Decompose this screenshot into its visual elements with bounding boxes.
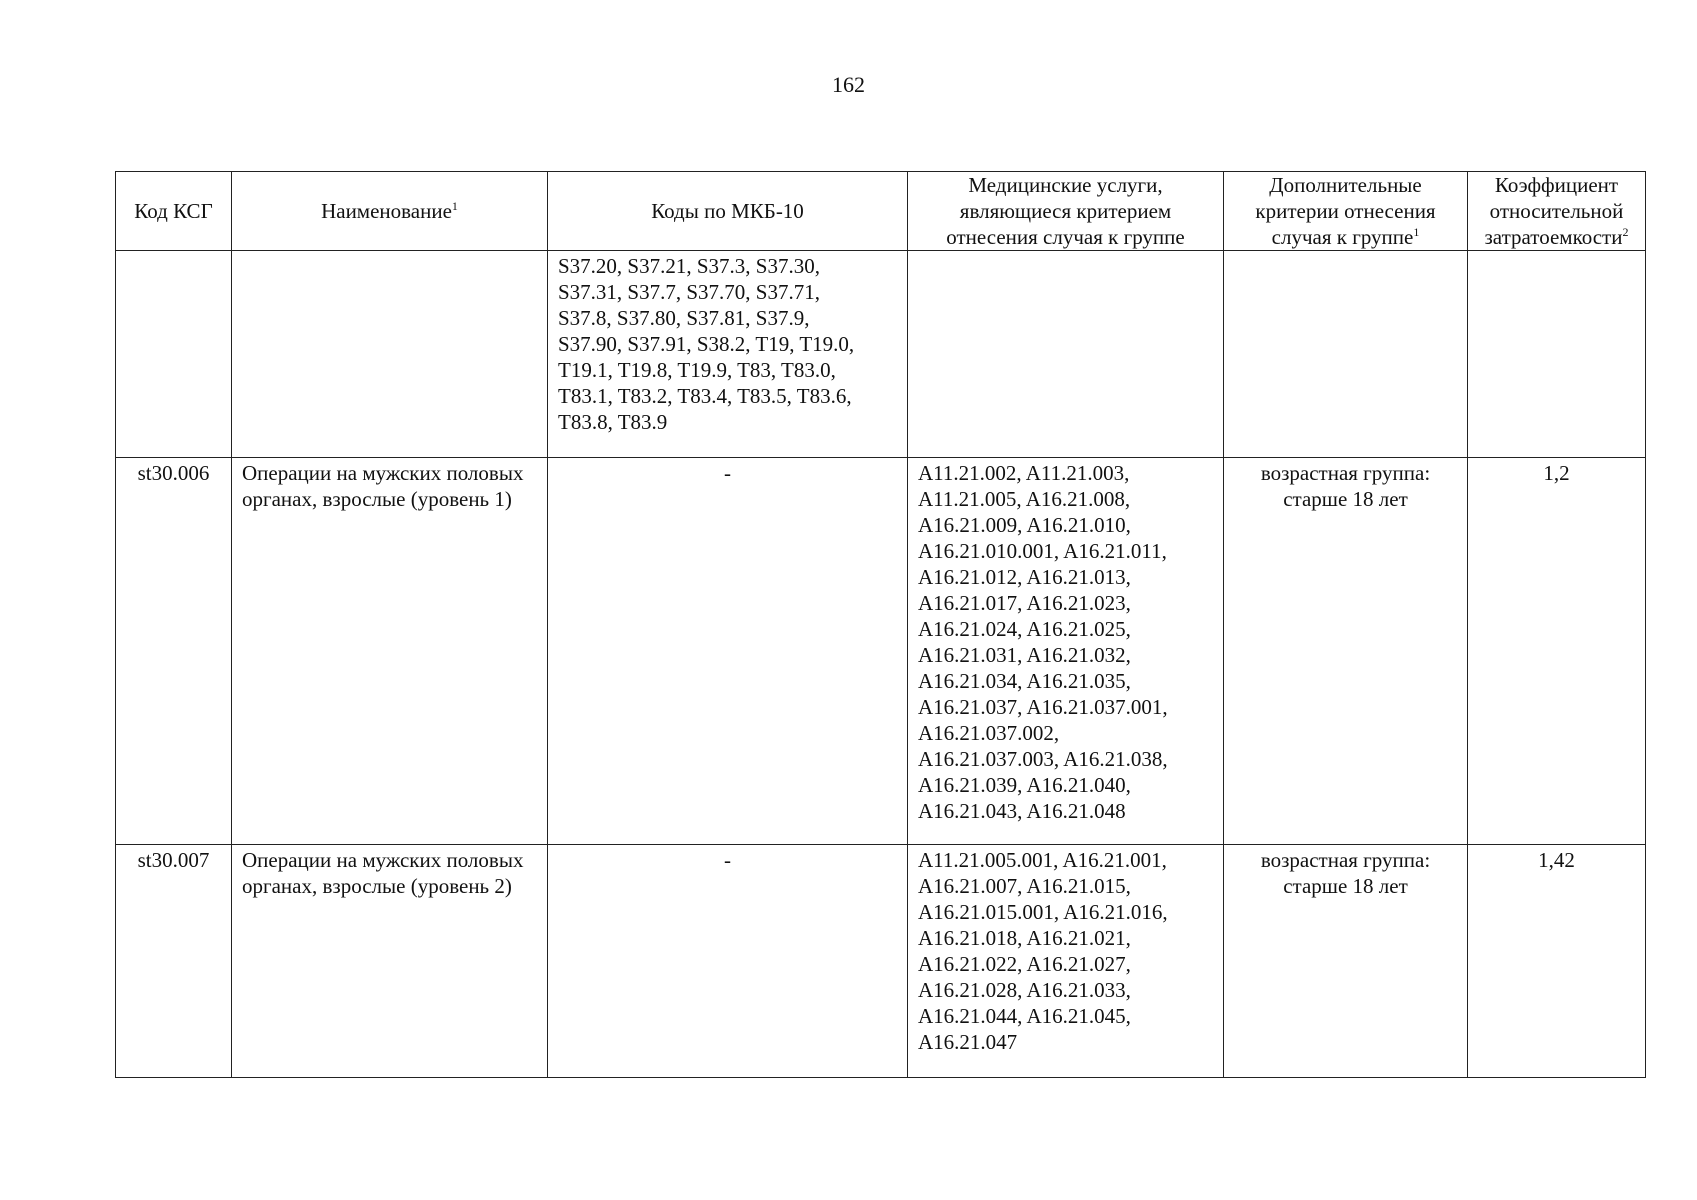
header-name: Наименование$^1$	[232, 172, 548, 251]
header-services: Медицинские услуги, являющиеся критерием отнесения случая к группе	[908, 172, 1224, 251]
cell-mkb-codes: -	[548, 845, 908, 1078]
ksg-table	[115, 171, 1646, 1078]
header-additional: Дополнительные критерии отнесения случая к группе$^1$	[1224, 172, 1468, 251]
cell-services: A11.21.005.001, A16.21.001, A16.21.007, A16.21.015, A16.21.015.001, A16.21.016, A16.21.018, A16.21.021, A16.21.022, A16.21.027, A16.21.028, A16.21.033, A16.21.044, A16.21.045, A16.21.047	[908, 845, 1224, 1078]
header-coef: Коэффициент относительной затратоемкости$^2$	[1468, 172, 1646, 251]
cell-code: st30.006	[116, 458, 232, 845]
table-row	[116, 458, 1646, 845]
cell-code	[116, 251, 232, 458]
cell-name	[232, 251, 548, 458]
page-number: 162	[832, 72, 865, 97]
cell-mkb-codes: -	[548, 458, 908, 845]
cell-additional: возрастная группа: старше 18 лет	[1224, 845, 1468, 1078]
cell-name: Операции на мужских половых органах, взрослые (уровень 2)	[232, 845, 548, 1078]
header-mkb: Коды по МКБ-10	[548, 172, 908, 251]
cell-coef: 1,42	[1468, 845, 1646, 1078]
cell-services: A11.21.002, A11.21.003, A11.21.005, A16.21.008, A16.21.009, A16.21.010, A16.21.010.001, A16.21.011, A16.21.012, A16.21.013, A16.21.017, A16.21.023, A16.21.024, A16.21.025, A16.21.031, A16.21.032, A16.21.034, A16.21.035, A16.21.037, A16.21.037.001, A16.21.037.002, A16.21.037.003, A16.21.038, A16.21.039, A16.21.040, A16.21.043, A16.21.048	[908, 458, 1224, 845]
table-row	[116, 251, 1646, 458]
header-code: Код КСГ	[116, 172, 232, 251]
cell-coef: 1,2	[1468, 458, 1646, 845]
footnote-marker: 2	[1622, 225, 1629, 239]
cell-coef	[1468, 251, 1646, 458]
cell-additional: возрастная группа: старше 18 лет	[1224, 458, 1468, 845]
cell-name: Операции на мужских половых органах, взрослые (уровень 1)	[232, 458, 548, 845]
table-row	[116, 845, 1646, 1078]
footnote-marker: 1	[1413, 225, 1420, 239]
table-header-row	[116, 172, 1646, 251]
cell-code: st30.007	[116, 845, 232, 1078]
cell-services	[908, 251, 1224, 458]
cell-mkb-codes: S37.20, S37.21, S37.3, S37.30, S37.31, S37.7, S37.70, S37.71, S37.8, S37.80, S37.81, S37.9, S37.90, S37.91, S38.2, T19, T19.0, T19.1, T19.8, T19.9, T83, T83.0, T83.1, T83.2, T83.4, T83.5, T83.6, T83.8, T83.9	[548, 251, 908, 458]
cell-additional	[1224, 251, 1468, 458]
footnote-marker: 1	[451, 199, 458, 213]
